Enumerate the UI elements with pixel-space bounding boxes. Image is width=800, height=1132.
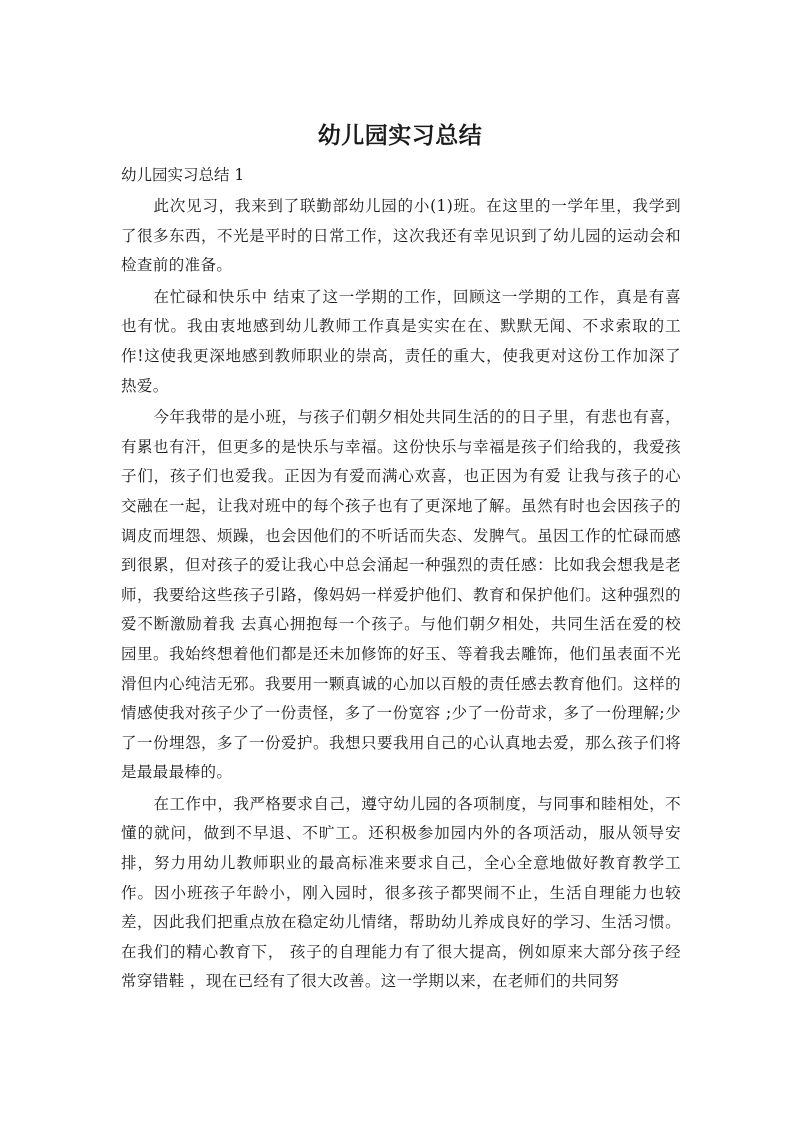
document-body xyxy=(121,192,681,999)
document-title: 幼儿园实习总结 xyxy=(317,123,483,149)
paragraph: 在工作中，我严格要求自己，遵守幼儿园的各项制度，与同事和睦相处，不懂的就问，做到不早退、不旷工。还积极参加园内外的各项活动，服从领导安排，努力用幼儿教师职业的最高标准来要求自己，全心全意地做好教育教学工作。因小班孩子年龄小，刚入园时，很多孩子都哭闹不止，生活自理能力也较差，因此我们把重点放在稳定幼儿情绪，帮助幼儿养成良好的学习、生活习惯。 在我们的精心教育下， 孩子的自理能力有了很大提高，例如原来大部分孩子经常穿错鞋 ，现在已经有了很大改善。这一学期以来，在老师们的共同努 xyxy=(121,794,681,991)
paragraph: 此次见习，我来到了联勤部幼儿园的小(1)班。在这里的一学年里，我学到了很多东西，不光是平时的日常工作，这次我还有幸见识到了幼儿园的运动会和检查前的准备。 xyxy=(121,197,681,275)
paragraph: 今年我带的是小班，与孩子们朝夕相处共同生活的的日子里，有悲也有喜，有累也有汗，但更多的是快乐与幸福。这份快乐与幸福是孩子们给我的，我爱孩子们，孩子们也爱我。正因为有爱而满心欢喜，也正因为有爱 让我与孩子的心交融在一起，让我对班中的每个孩子也有了更深地了解。虽然有时也会因孩子的调皮而埋怨、烦躁，也会因他们的不听话而失态、发脾气。虽因工作的忙碌而感到很累，但对孩子的爱让我心中总会涌起一种强烈的责任感：比如我会想我是老师，我要给这些孩子引路，像妈妈一样爱护他们、教育和保护他们。这种强烈的爱不断激励着我 去真心拥抱每一个孩子。与他们朝夕相处，共同生活在爱的校园里。我始终想着他们都是还未加修饰的好玉、等着我去雕饰，他们虽表面不光滑但内心纯洁无邪。我要用一颗真诚的心加以百般的责任感去教育他们。这样的情感使我对孩子少了一份责怪，多了一份宽容 ;少了一份苛求，多了一份理解;少了一份埋怨，多了一份爱护。我想只要我用自己的心认真地去爱，那么孩子们将是最最最棒的。 xyxy=(121,408,681,782)
section-subtitle: 幼儿园实习总结 1 xyxy=(121,166,245,184)
paragraph: 在忙碌和快乐中 结束了这一学期的工作，回顾这一学期的工作，真是有喜也有忧。我由衷地感到幼儿教师工作真是实实在在、默默无闻、不求索取的工作!这使我更深地感到教师职业的崇高，责任的重大，使我更对这份工作加深了热爱。 xyxy=(121,287,681,395)
